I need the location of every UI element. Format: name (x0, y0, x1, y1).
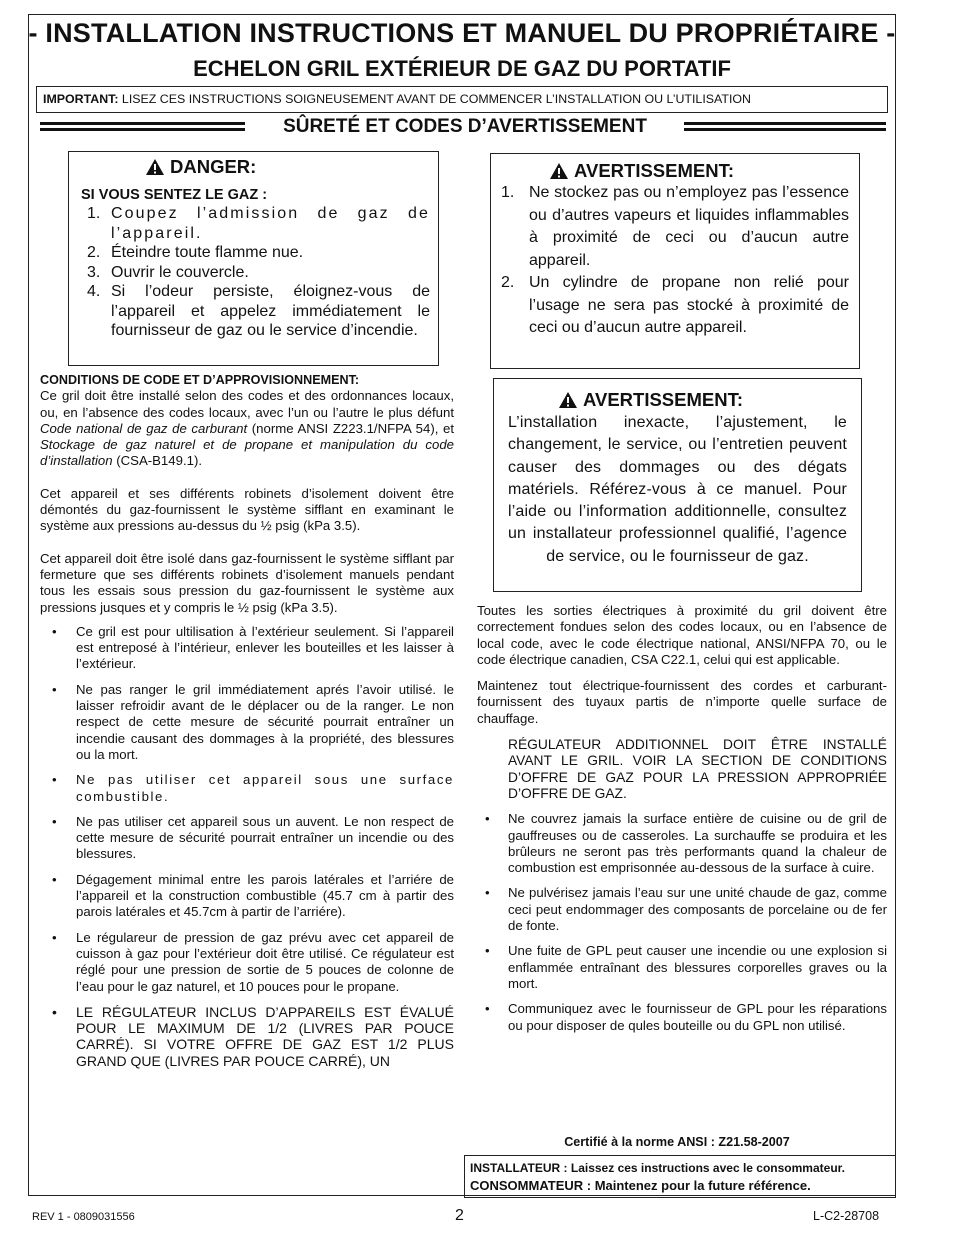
item-text: Ce gril est pour ultilisation à l’extérieur seulement. Si l’appareil est entreposé à l’intérieur, enlever les bouteilles et les laisser à l’extérieur. (76, 623, 454, 672)
item-number: 4. (87, 283, 101, 300)
list-item (477, 811, 887, 876)
list-item (501, 272, 849, 340)
testing-paragraph: Cet appareil doit être isolé dans gaz-fournissent le système sifflant par fermeture que ses différents robinets d’isolement manuels pendant tous les essais sous pression du gaz-fournissent le système aux pressions jusques et y compris le ½ psig (kPa 3.5). (40, 550, 454, 615)
bullet: • (52, 929, 57, 945)
bullet: • (485, 885, 490, 901)
section-title: SÛRETÉ ET CODES D’AVERTISSEMENT (283, 116, 647, 137)
danger-heading (77, 156, 430, 178)
important-notice (36, 86, 888, 113)
item-text: Ne pas utiliser cet appareil sous une surface combustible. (76, 772, 454, 804)
consumer-line: CONSOMMATEUR : Maintenez pour la future référence. (470, 1178, 811, 1193)
list-item (40, 930, 454, 995)
warning-triangle-icon (549, 162, 569, 180)
conditions-heading: CONDITIONS DE CODE ET D’APPROVISIONNEMENT: (40, 373, 360, 387)
left-column (40, 372, 454, 1078)
list-item (87, 263, 430, 283)
danger-box (68, 151, 439, 366)
warning-heading-text: AVERTISSEMENT: (574, 160, 735, 181)
warning-body: L’installation inexacte, l’ajustement, le changement, le service, ou l’entretien peuvent causer des dommages ou des dégats matériels. Référez-vous à ce manuel. Pour l’aide ou l’information additionnelle, consultez un installateur professionnel qualifié, l’agence de service, ou le fournisseur de gaz. (508, 414, 847, 565)
list-item (40, 682, 454, 763)
conditions-text: Ce gril doit être installé selon des codes et des ordonnances locaux, ou, en l’absence des codes locaux, avec l’un ou l’autre le plus défunt (40, 388, 454, 420)
item-text: Ne pas utiliser cet appareil sous un auvent. Le non respect de cette mesure de sécurité pourrait entraîner un incendie ou des blessures. (76, 813, 454, 862)
list-item (477, 943, 887, 992)
item-text: Éteindre toute flamme nue. (111, 244, 304, 261)
item-text: Coupez l’admission de gaz de l’appareil. (111, 205, 430, 242)
right-column (477, 603, 887, 1043)
list-item (87, 243, 430, 263)
list-item (87, 282, 430, 341)
item-number: 2. (87, 244, 101, 261)
warning-box-installation (493, 378, 862, 592)
list-item (40, 772, 454, 805)
section-rule-left (40, 122, 245, 131)
page-title: - INSTALLATION INSTRUCTIONS ET MANUEL DU PROPRIÉTAIRE - (28, 18, 896, 48)
certification-note: Certifié à la norme ANSI : Z21.58-2007 (564, 1135, 790, 1149)
list-item (501, 182, 849, 272)
bullet: • (485, 943, 490, 959)
revision-code: REV 1 - 0809031556 (32, 1211, 135, 1223)
conditions-reference: Code national de gaz de carburant (40, 420, 248, 436)
warning-heading (501, 160, 849, 182)
danger-list (77, 204, 430, 341)
warning-triangle-icon (558, 391, 578, 409)
list-item (40, 872, 454, 921)
bullet: • (52, 813, 57, 829)
item-number: 3. (87, 263, 101, 281)
bullet: • (52, 1003, 57, 1020)
item-number: 1. (501, 184, 515, 201)
item-text: Ne couvrez jamais la surface entière de cuisine ou de gril de gauffreuses ou de casseroles. La surchauffe se produira et les brûleurs ne seront pas très performants quand la chaleur de combustion est emprisonnée au-dessous de la surface à cuire. (508, 811, 887, 876)
bullet: • (52, 623, 57, 639)
warning-heading (508, 389, 847, 411)
item-text: LE RÉGULATEUR INCLUS D’APPAREILS EST ÉVALUÉ POUR LE MAXIMUM DE 1/2 (LIVRES PAR POUCE CARRÉ). SI VOTRE OFFRE DE GAZ EST 1/2 PLUS GRAND QUE (LIVRES PAR POUCE CARRÉ), UN (76, 1003, 454, 1069)
conditions-reference: Stockage de gaz naturel et de propane et manipulation du code d’installation (40, 437, 454, 469)
item-text: Un cylindre de propane non relié pour l’usage ne sera pas stocké à proximité de ceci ou d’aucun autre appareil. (529, 274, 849, 336)
conditions-paragraph (40, 372, 454, 470)
conditions-text: (CSA-B149.1). (112, 453, 202, 469)
item-text: Ne pulvérisez jamais l’eau sur une unité chaude de gaz, comme ceci peut endommager des composants de porcelaine ou de fer de fonte. (508, 885, 887, 934)
warning-heading-text: AVERTISSEMENT: (583, 389, 744, 410)
bullet: • (485, 1001, 490, 1017)
item-text: Ne pas ranger le gril immédiatement aprés l’avoir utilisé. le laisser refroidir avant de le déplacer ou de la ranger. Le non respect de cette mesure de sécurité pourrait entraîner un incendie causant des dommages à la propriété, des blessures ou la mort. (76, 681, 454, 762)
page-subtitle: ECHELON GRIL EXTÉRIEUR DE GAZ DU PORTATIF (193, 56, 731, 81)
list-item (40, 624, 454, 673)
item-text: Une fuite de GPL peut causer une incendie ou une explosion si enflammée entraînant des blessures corporelles graves ou la mort. (508, 943, 887, 991)
section-rule-right (684, 122, 886, 131)
bullet: • (52, 871, 57, 887)
danger-subheading: SI VOUS SENTEZ LE GAZ : (81, 187, 268, 203)
electrical-paragraph: Toutes les sorties électriques à proximité du gril doivent être correctement fondues selon des codes locaux, ou en l’absence de local code, avec le code électrique national, ANSI/NFPA 70, ou le code électrique canadien, CSA C22.1, celui qui est applicable. (477, 603, 887, 667)
item-number: 1. (87, 205, 101, 222)
item-number: 2. (501, 274, 515, 291)
installer-line: INSTALLATEUR : Laissez ces instructions avec le consommateur. (470, 1161, 845, 1175)
document-code: L-C2-28708 (813, 1209, 880, 1223)
bullet: • (52, 772, 57, 788)
item-text: Dégagement minimal entre les parois latérales et l’arriére de l’appareil et la construction combustible (45.7 cm à partir des parois latérales et 45.7cm à partir de l’arriére). (76, 871, 454, 920)
item-text: Communiquez avec le fournisseur de GPL pour les réparations ou pour disposer de qules bouteille ou du GPL non utilisé. (508, 1001, 887, 1033)
list-item (40, 814, 454, 863)
conditions-text: (norme ANSI Z223.1/NFPA 54), et (247, 420, 454, 436)
danger-heading-text: DANGER: (170, 156, 257, 177)
warning-list (501, 182, 849, 340)
isolation-paragraph: Cet appareil et ses différents robinets d’isolement doivent être démontés du gaz-fournissent le système sifflant en examinant le système aux pressions au-dessus du ½ psig (kPa 3.5). (40, 485, 454, 534)
item-text: Si l’odeur persiste, éloignez-vous de l’appareil et appelez immédiatement le fournisseur de gaz ou le service d’incendie. (111, 283, 430, 339)
regulator-paragraph: RÉGULATEUR ADDITIONNEL DOIT ÊTRE INSTALLÉ AVANT LE GRIL. VOIR LA SECTION DE CONDITIONS D’OFFRE DE GAZ POUR LA PRESSION APPROPRIÉE D’OFFRE DE GAZ. (508, 737, 887, 801)
list-item (477, 885, 887, 934)
item-text: Le régulareur de pression de gaz prévu avec cet appareil de cuisson à gaz pour l’extérieur doit être utilisé. Ce régulateur est réglé pour une pression de sortie de 5 pouces de colonne de l’eau pour le gaz naturel, et 10 pouces pour le propane. (76, 929, 454, 994)
list-item (40, 1004, 454, 1069)
item-text: Ouvrir le couvercle. (111, 263, 249, 281)
list-item (477, 1001, 887, 1034)
bullet: • (52, 681, 57, 697)
item-text: Ne stockez pas ou n’employez pas l’essence ou d’autres vapeurs et liquides inflammables à proximité de ceci ou d’aucun autre appareil. (529, 184, 849, 269)
bullet: • (485, 811, 490, 827)
warning-triangle-icon (145, 158, 165, 176)
important-text: LISEZ CES INSTRUCTIONS SOIGNEUSEMENT AVANT DE COMMENCER L’INSTALLATION OU L’UTILISATION (118, 92, 751, 106)
important-label: IMPORTANT: (43, 92, 119, 106)
list-item (87, 204, 430, 243)
cords-paragraph: Maintenez tout électrique-fournissent des cordes et carburant-fournissent des tuyaux partis de n’importe quelle surface de chauffage. (477, 678, 887, 726)
warning-box-storage (490, 153, 860, 369)
section-header (36, 116, 888, 142)
installer-box (464, 1155, 896, 1198)
page-number: 2 (455, 1207, 464, 1224)
